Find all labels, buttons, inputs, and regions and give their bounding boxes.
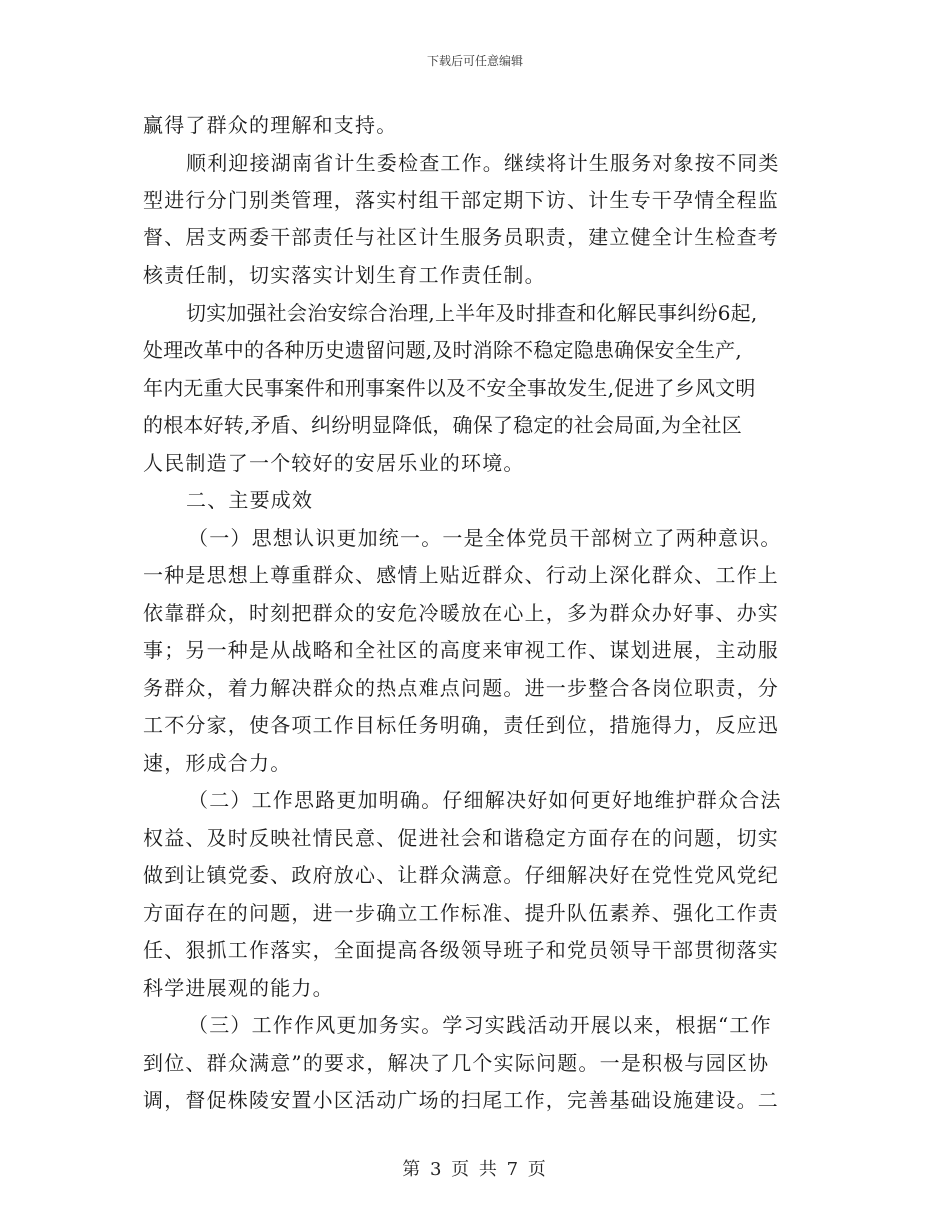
body-line: 事；另一种是从战略和全社区的高度来审视工作、谋划进展，主动服: [143, 638, 779, 662]
body-line: 任、狠抓工作落实，全面提高各级领导班子和党员领导干部贯彻落实: [143, 938, 779, 962]
body-line: 处理改革中的各种历史遗留问题,及时消除不稳定隐患确保安全生产,: [143, 338, 742, 362]
body-line: 到位、群众满意”的要求，解决了几个实际问题。一是积极与园区协: [143, 1051, 770, 1075]
body-line: 权益、及时反映社情民意、促进社会和谐稳定方面存在的问题，切实: [143, 826, 779, 850]
body-line: 督、居支两委干部责任与社区计生服务员职责，建立健全计生检查考: [143, 225, 779, 249]
body-line: 速，形成合力。: [143, 751, 292, 775]
page-number: 第 3 页 共 7 页: [402, 1159, 548, 1180]
body-line: 型进行分门别类管理，落实村组干部定期下访、计生专干孕情全程监: [143, 188, 779, 212]
body-line: 一种是思想上尊重群众、感情上贴近群众、行动上深化群众、工作上: [143, 563, 779, 587]
body-line: 核责任制，切实落实计划生育工作责任制。: [143, 263, 546, 287]
body-line: 人民制造了一个较好的安居乐业的环境。: [143, 451, 525, 475]
body-line: 科学进展观的能力。: [143, 976, 334, 1000]
body-line: （二）工作思路更加明确。仔细解决好如何更好地维护群众合法: [188, 788, 782, 812]
body-line: 调，督促株陵安置小区活动广场的扫尾工作，完善基础设施建设。二: [143, 1088, 779, 1112]
body-line: 年内无重大民事案件和刑事案件以及不安全事故发生,促进了乡风文明: [143, 376, 756, 400]
body-line: 赢得了群众的理解和支持。: [143, 113, 398, 137]
body-line: 方面存在的问题，进一步确立工作标准、提升队伍素养、强化工作责: [143, 901, 779, 925]
body-line: 切实加强社会治安综合治理,上半年及时排查和化解民事纠纷6起,: [186, 301, 758, 325]
body-line: （三）工作作风更加务实。学习实践活动开展以来，根据“工作: [188, 1013, 772, 1037]
body-line: 务群众，着力解决群众的热点难点问题。进一步整合各岗位职责，分: [143, 676, 779, 700]
body-line: 的根本好转,矛盾、纠纷明显降低，确保了稳定的社会局面,为全社区: [143, 413, 742, 437]
section-heading: 二、主要成效: [186, 488, 314, 512]
body-line: 顺利迎接湖南省计生委检查工作。继续将计生服务对象按不同类: [186, 151, 780, 175]
body-line: 工不分家，使各项工作目标任务明确，责任到位，措施得力，反应迅: [143, 713, 779, 737]
body-line: （一）思想认识更加统一。一是全体党员干部树立了两种意识。: [188, 526, 782, 550]
body-line: 依靠群众，时刻把群众的安危冷暖放在心上，多为群众办好事、办实: [143, 601, 779, 625]
body-line: 做到让镇党委、政府放心、让群众满意。仔细解决好在党性党风党纪: [143, 863, 779, 887]
page-header: 下载后可任意编辑: [426, 54, 523, 68]
